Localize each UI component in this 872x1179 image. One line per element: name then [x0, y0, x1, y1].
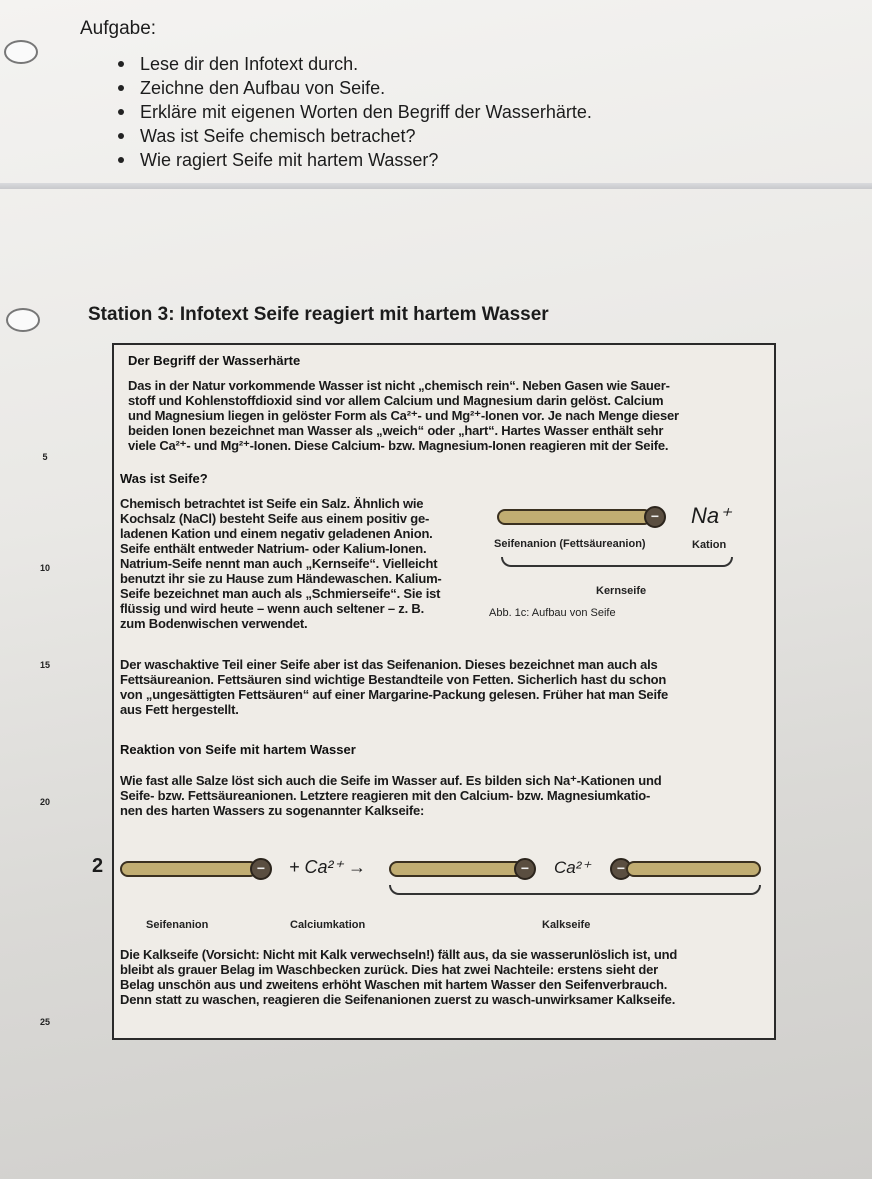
text-line: flüssig und wird heute – wenn auch seltener – z. B.	[120, 601, 425, 616]
text-line: Natrium-Seife nennt man auch „Kernseife“. Vielleicht	[120, 556, 438, 571]
text-line: Chemisch betrachtet ist Seife ein Salz. Ähnlich wie	[120, 496, 424, 511]
text-line: von „ungesättigten Fettsäuren“ auf einer Margarine-Packung gelesen. Früher hat man Seife	[120, 687, 669, 702]
soap-anion-tail	[120, 861, 258, 877]
text-line: bleibt als grauer Belag im Waschbecken zurück. Dies hat zwei Nachteile: erstens sieht der	[120, 962, 659, 977]
text-line: Wie fast alle Salze löst sich auch die Seife im Wasser auf. Es bilden sich Na⁺-Kationen und	[120, 773, 662, 788]
paragraph-was-ist-seife	[120, 496, 490, 631]
text-line: beiden Ionen bezeichnet man Wasser als „weich“ oder „hart“. Hartes Wasser enthält sehr	[128, 423, 664, 438]
soap-anion-tail	[497, 509, 652, 525]
text-line: ladenen Kation und einem negativ geladenen Anion.	[120, 526, 433, 541]
text-line: zum Bodenwischen verwendet.	[120, 616, 308, 631]
negative-charge-head: −	[610, 858, 632, 880]
text-line: Die Kalkseife (Vorsicht: Nicht mit Kalk verwechseln!) fällt aus, da sie wasserunlöslich ist, und	[120, 947, 678, 962]
task-item: Lese dir den Infotext durch.	[118, 52, 592, 76]
brace	[389, 885, 761, 895]
sodium-cation: Na⁺	[691, 503, 731, 528]
reaction-plus-calcium-arrow: + Ca²⁺ →	[289, 857, 367, 877]
label-kation: Kation	[692, 539, 727, 551]
text-line: Seife enthält entweder Natrium- oder Kalium-Ionen.	[120, 541, 427, 556]
paper-fold	[0, 183, 872, 189]
text-line: aus Fett hergestellt.	[120, 702, 239, 717]
line-number: 20	[39, 797, 50, 807]
text-line: stoff und Kohlenstoffdioxid sind vor allem Calcium und Magnesium darin gelöst. Calcium	[128, 393, 664, 408]
soap-anion-tail	[389, 861, 524, 877]
station-title: Station 3: Infotext Seife reagiert mit hartem Wasser	[88, 304, 549, 325]
negative-charge-head: −	[644, 506, 666, 528]
negative-charge-head: −	[250, 858, 272, 880]
calcium-ion: Ca²⁺	[554, 858, 591, 877]
text-line: Seife bezeichnet man auch als „Schmierseife“. Sie ist	[120, 586, 441, 601]
text-line: Der waschaktive Teil einer Seife aber ist das Seifenanion. Dieses bezeichnet man auch als	[120, 657, 658, 672]
heading-wasserhaerte: Der Begriff der Wasserhärte	[128, 353, 301, 368]
paragraph-reaktion	[120, 773, 661, 818]
label-calciumkation: Calciumkation	[290, 919, 366, 931]
soap-anion-tail	[626, 861, 761, 877]
brace	[501, 557, 733, 567]
line-number: 10	[39, 563, 50, 573]
text-line: Seife- bzw. Fettsäureanionen. Letztere reagieren mit den Calcium- bzw. Magnesiumkatio-	[120, 788, 651, 803]
label-seifenanion: Seifenanion	[146, 919, 209, 931]
text-line: Denn statt zu waschen, reagieren die Seifenanionen zuerst zu wasch-unwirksamer Kalkseife.	[120, 992, 676, 1007]
figure-caption: Abb. 1c: Aufbau von Seife	[489, 607, 616, 619]
text-line: Das in der Natur vorkommende Wasser ist nicht „chemisch rein“. Neben Gasen wie Sauer-	[128, 378, 670, 393]
coefficient: 2	[92, 855, 104, 877]
task-list	[118, 52, 592, 172]
line-number: 25	[39, 1017, 50, 1027]
task-item: Was ist Seife chemisch betrachet?	[118, 124, 592, 148]
paragraph-seifenanion	[120, 657, 668, 717]
heading-reaktion: Reaktion von Seife mit hartem Wasser	[120, 742, 356, 757]
paragraph-wasserhaerte	[128, 378, 679, 453]
label-kernseife: Kernseife	[596, 585, 647, 597]
negative-charge-head: −	[514, 858, 536, 880]
text-line: nen des harten Wassers zu sogenannter Kalkseife:	[120, 803, 425, 818]
punch-hole	[6, 308, 40, 332]
text-line: benutzt ihr sie zu Hause zum Händewaschen. Kalium-	[120, 571, 442, 586]
text-line: Fettsäureanion. Fettsäuren sind wichtige Bestandteile von Fetten. Sicherlich hast du schon	[120, 672, 667, 687]
task-item: Erkläre mit eigenen Worten den Begriff der Wasserhärte.	[118, 100, 592, 124]
punch-hole	[4, 40, 38, 64]
infotext-box	[92, 343, 776, 1040]
line-number: 5	[42, 452, 48, 462]
text-line: Belag unschön aus und zweitens erhöht Waschen mit hartem Wasser den Seifenverbrauch.	[120, 977, 668, 992]
heading-was-ist-seife: Was ist Seife?	[120, 471, 208, 486]
task-title: Aufgabe:	[80, 18, 157, 39]
paragraph-kalkseife	[120, 947, 677, 1007]
task-item: Zeichne den Aufbau von Seife.	[118, 76, 592, 100]
label-seifenanion: Seifenanion (Fettsäureanion)	[494, 538, 646, 550]
task-item: Wie ragiert Seife mit hartem Wasser?	[118, 148, 592, 172]
text-line: viele Ca²⁺- und Mg²⁺-Ionen. Diese Calcium- bzw. Magnesium-Ionen reagieren mit der Seife.	[128, 438, 669, 453]
text-line: und Magnesium liegen in gelöster Form als Ca²⁺- und Mg²⁺-Ionen vor. Je nach Menge dieser	[128, 408, 679, 423]
text-line: Kochsalz (NaCl) besteht Seife aus einem positiv ge-	[120, 511, 430, 526]
line-number: 15	[39, 660, 50, 670]
label-kalkseife: Kalkseife	[542, 919, 591, 931]
